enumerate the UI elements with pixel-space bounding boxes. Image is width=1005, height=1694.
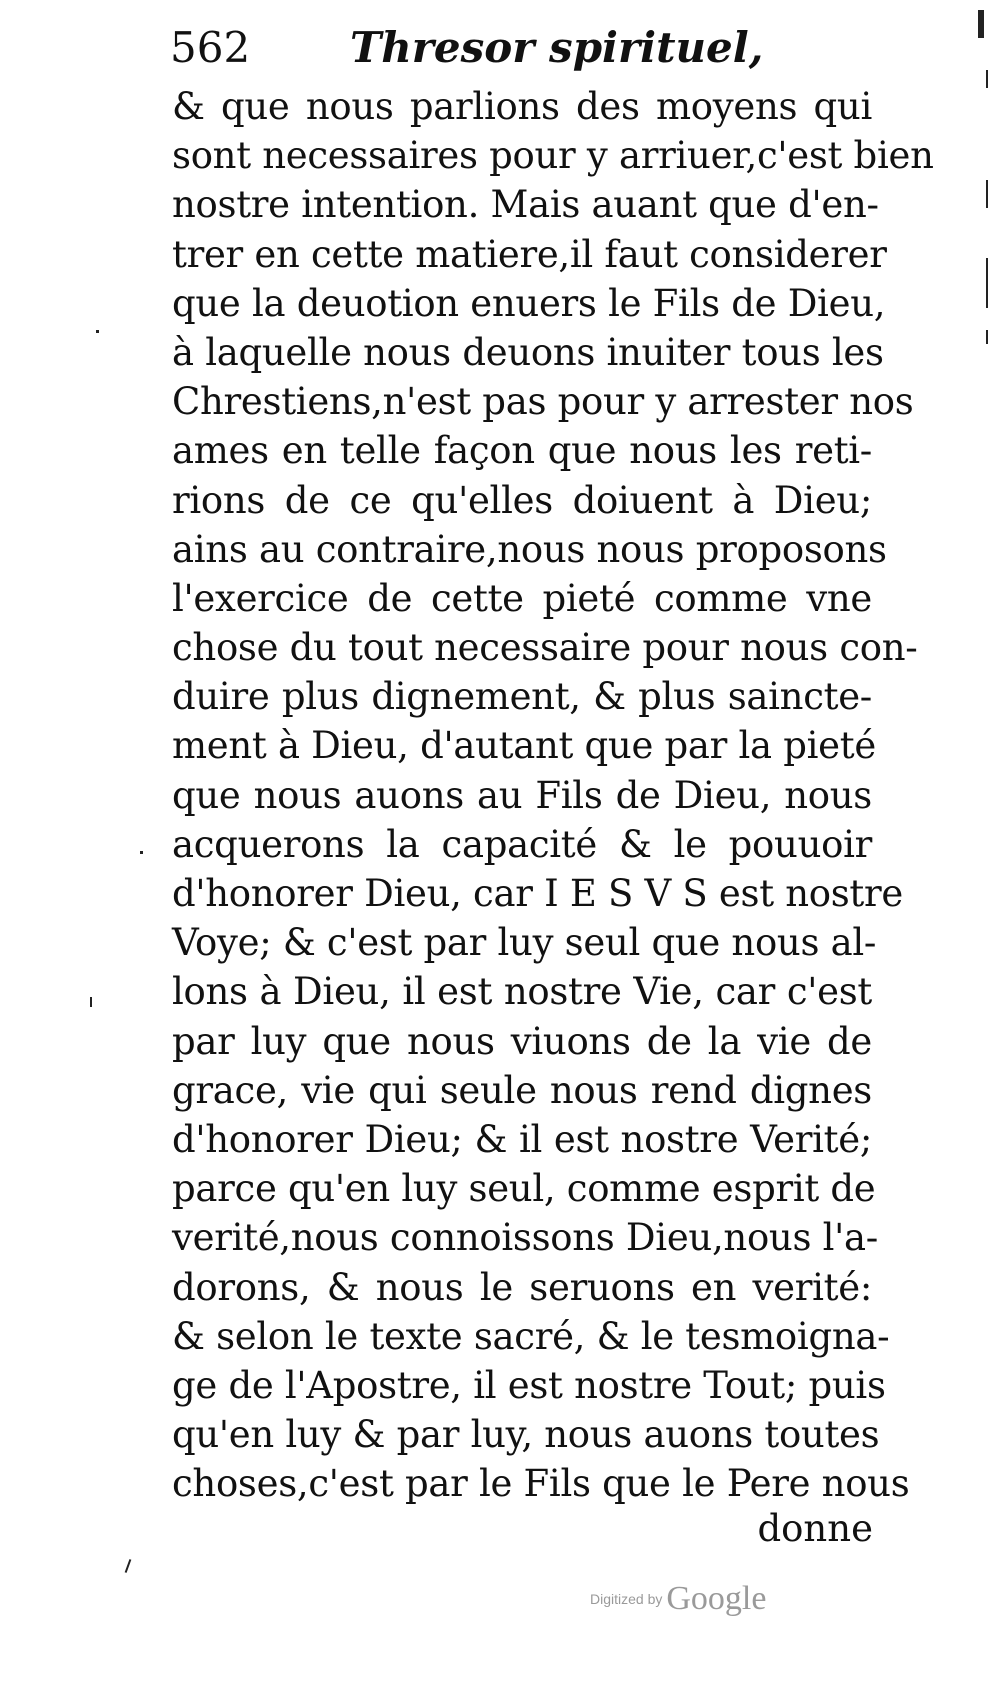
scan-edge-mark (986, 330, 988, 344)
text-line: parce qu'en luy seul, comme esprit de (172, 1167, 876, 1211)
text-line: choses,c'est par le Fils que le Pere nous (172, 1462, 910, 1506)
text-line: que la deuotion enuers le Fils de Dieu, (172, 281, 886, 325)
text-line: verité,nous connoissons Dieu,nous l'a- (172, 1216, 878, 1260)
google-logo: Google (666, 1580, 767, 1617)
text-line: acquerons la capacité & le pouuoir (172, 822, 872, 866)
text-line: dorons, & nous le seruons en verité: (172, 1265, 872, 1309)
text-line: qu'en luy & par luy, nous auons toutes (172, 1413, 880, 1457)
scan-speck (96, 330, 99, 333)
digitized-watermark (590, 1580, 810, 1630)
text-line: à laquelle nous deuons inuiter tous les (172, 330, 884, 374)
scan-speck (125, 1559, 132, 1573)
text-line: chose du tout necessaire pour nous con- (172, 626, 918, 670)
scan-speck (140, 851, 143, 854)
text-line: & selon le texte sacré, & le tesmoigna- (172, 1314, 890, 1358)
text-line: Chrestiens,n'est pas pour y arrester nos (172, 380, 914, 424)
text-line: & que nous parlions des moyens qui (172, 85, 872, 128)
text-line: duire plus dignement, & plus saincte- (172, 675, 872, 719)
text-line: grace, vie qui seule nous rend dignes (172, 1068, 872, 1112)
text-line: ains au contraire,nous nous proposons (172, 527, 887, 571)
watermark-small-text: Digitized by (590, 1591, 663, 1607)
text-line: ment à Dieu, d'autant que par la pieté (172, 724, 876, 768)
running-title: Thresor spirituel, (350, 23, 764, 72)
text-line: trer en cette matiere,il faut considerer (172, 232, 887, 276)
page-number: 562 (170, 23, 251, 72)
text-line: Voye; & c'est par luy seul que nous al- (172, 921, 877, 965)
scan-edge-mark (986, 180, 988, 208)
catchword: donne (757, 1507, 873, 1550)
text-line: sont necessaires pour y arriuer,c'est bien (172, 134, 934, 178)
body-text (172, 82, 934, 1508)
scan-edge-mark (986, 70, 988, 88)
scan-edge-mark (978, 10, 984, 38)
text-line: d'honorer Dieu, car I E S V S est nostre (172, 872, 903, 915)
scan-edge-mark (986, 258, 988, 308)
text-line: que nous auons au Fils de Dieu, nous (172, 773, 872, 817)
text-line: ge de l'Apostre, il est nostre Tout; puis (172, 1363, 886, 1407)
text-line: par luy que nous viuons de la vie de (172, 1019, 872, 1063)
text-line: ames en telle façon que nous les reti- (172, 429, 872, 473)
text-line: lons à Dieu, il est nostre Vie, car c'est (172, 970, 872, 1014)
running-head (170, 18, 870, 78)
scan-speck (90, 997, 92, 1007)
text-line: l'exercice de cette pieté comme vne (172, 576, 872, 620)
text-line: nostre intention. Mais auant que d'en- (172, 183, 879, 227)
text-line: rions de ce qu'elles doiuent à Dieu; (172, 478, 872, 522)
text-line: d'honorer Dieu; & il est nostre Verité; (172, 1117, 872, 1161)
